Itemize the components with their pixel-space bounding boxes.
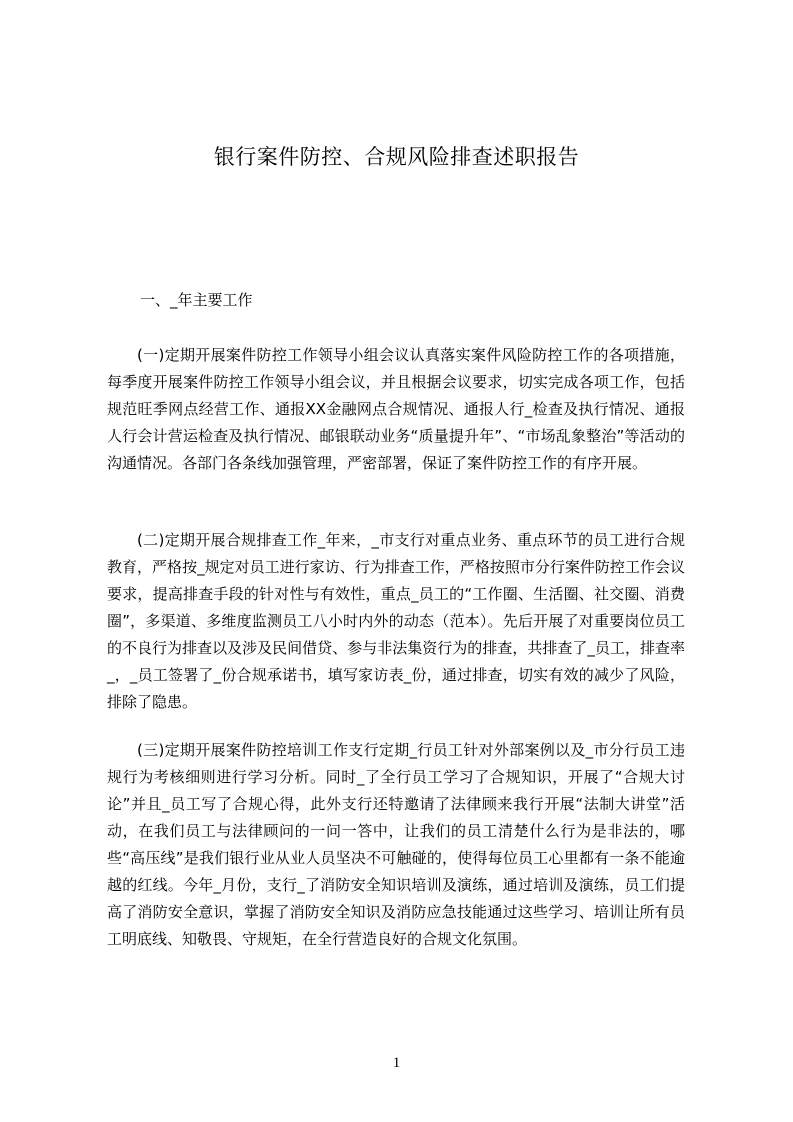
document-title: 银行案件防控、合规风险排查述职报告 (213, 145, 580, 169)
section-heading: 一、_年主要工作 (140, 291, 253, 309)
paragraph-1: (一)定期开展案件防控工作领导小组会议认真落实案件风险防控工作的各项措施，每季度开展案件防控工作领导小组会议，并且根据会议要求，切实完成各项工作，包括规范旺季网点经营工作、通报XX金融网点合规情况、通报人行_检查及执行情况、通报人行会计营运检查及执行情况、邮银联动业务“质量提升年”、“市场乱象整治”等活动的沟通情况。各部门各条线加强管理，严密部署，保证了案件防控工作的有序开展。 (107, 346, 685, 472)
paragraph-2: (二)定期开展合规排查工作_年来，_市支行对重点业务、重点环节的员工进行合规教育，严格按_规定对员工进行家访、行为排查工作，严格按照市分行案件防控工作会议要求，提高排查手段的针对性与有效性，重点_员工的“工作圈、生活圈、社交圈、消费圈”，多渠道、多维度监测员工八小时内外的动态（范本）。先后开展了对重要岗位员工的不良行为排查以及涉及民间借贷、参与非法集资行为的排查，共排查了_员工，排查率_，_员工签署了_份合规承诺书，填写家访表_份，通过排查，切实有效的减少了风险，排除了隐患。 (107, 531, 685, 711)
page-number: 1 (392, 1055, 401, 1071)
paragraph-3: (三)定期开展案件防控培训工作支行定期_行员工针对外部案例以及_市分行员工违规行为考核细则进行学习分析。同时_了全行员工学习了合规知识，开展了“合规大讨论”并且_员工写了合规心得，此外支行还特邀请了法律顾来我行开展“法制大讲堂”活动，在我们员工与法律顾问的一问一答中，让我们的员工清楚什么行为是非法的，哪些“高压线”是我们银行业从业人员坚决不可触碰的，使得每位员工心里都有一条不能逾越的红线。今年_月份，支行_了消防安全知识培训及演练，通过培训及演练，员工们提高了消防安全意识，掌握了消防安全知识及消防应急技能通过这些学习、培训让所有员工明底线、知敬畏、守规矩，在全行营造良好的合规文化氛围。 (107, 741, 685, 948)
